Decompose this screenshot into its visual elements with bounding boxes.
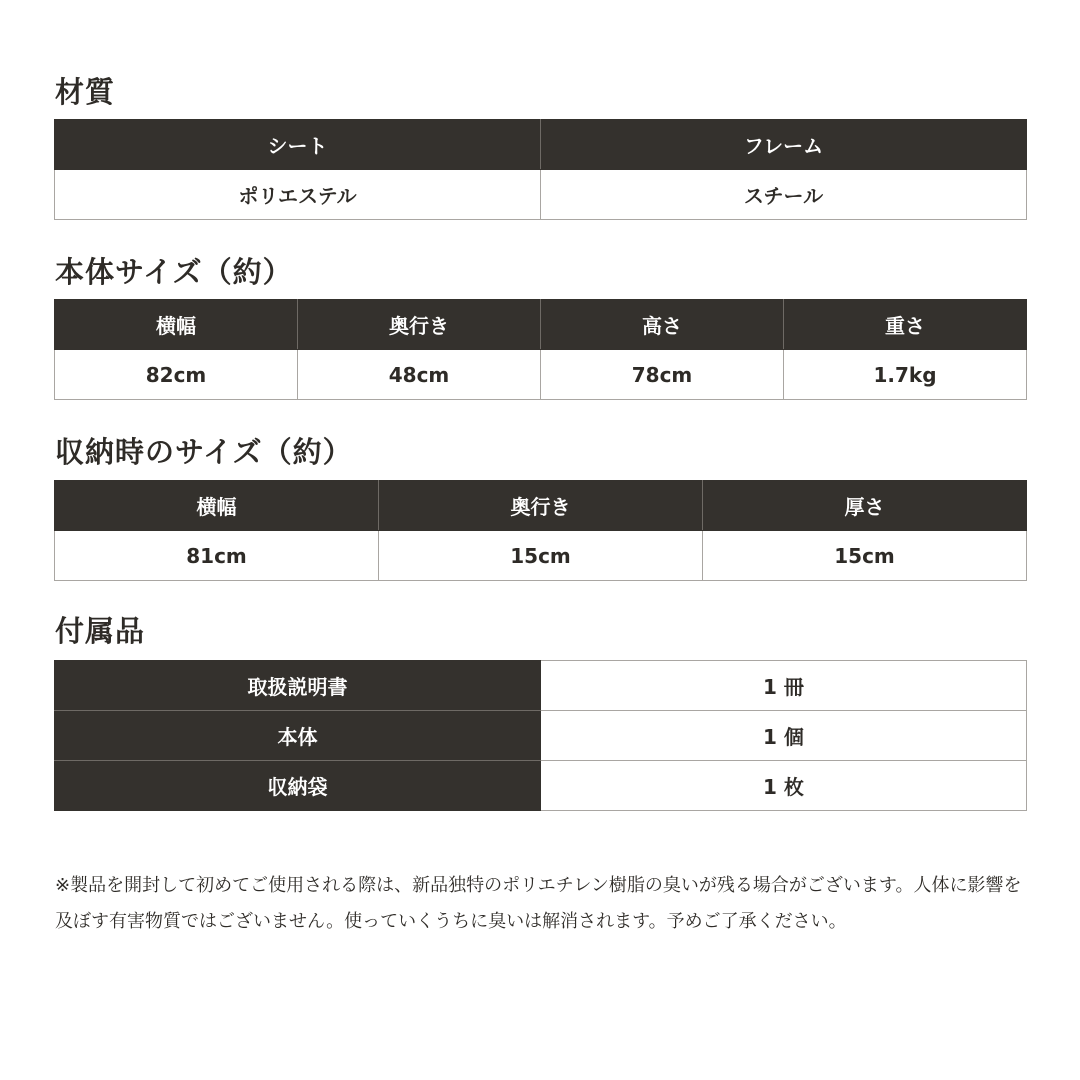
storage-size-header-depth: 奥行き bbox=[379, 481, 703, 531]
material-value-frame: スチール bbox=[541, 170, 1027, 220]
accessory-item-manual: 取扱説明書 bbox=[55, 661, 541, 711]
storage-size-header-width: 横幅 bbox=[55, 481, 379, 531]
body-size-header-height: 高さ bbox=[541, 300, 784, 350]
accessory-qty-bag: 1 枚 bbox=[541, 761, 1027, 811]
body-size-header-weight: 重さ bbox=[784, 300, 1027, 350]
accessory-qty-manual: 1 冊 bbox=[541, 661, 1027, 711]
material-table bbox=[54, 119, 1027, 220]
body-size-value-height: 78cm bbox=[541, 350, 784, 400]
storage-size-table bbox=[54, 480, 1027, 581]
accessory-item-bag: 収納袋 bbox=[55, 761, 541, 811]
material-value-seat: ポリエステル bbox=[55, 170, 541, 220]
storage-size-value-width: 81cm bbox=[55, 531, 379, 581]
body-size-value-depth: 48cm bbox=[298, 350, 541, 400]
storage-size-value-thickness: 15cm bbox=[703, 531, 1027, 581]
body-size-header-width: 横幅 bbox=[55, 300, 298, 350]
body-size-title: 本体サイズ（約） bbox=[55, 255, 293, 289]
body-size-table bbox=[54, 299, 1027, 400]
accessories-table bbox=[54, 660, 1027, 811]
table-row bbox=[55, 761, 1027, 811]
accessories-title: 付属品 bbox=[55, 614, 146, 648]
accessory-item-body: 本体 bbox=[55, 711, 541, 761]
storage-size-value-depth: 15cm bbox=[379, 531, 703, 581]
body-size-header-depth: 奥行き bbox=[298, 300, 541, 350]
odor-notice: ※製品を開封して初めてご使用される際は、新品独特のポリエチレン樹脂の臭いが残る場合がございます。人体に影響を及ぼす有害物質ではございません。使っていくうちに臭いは解消されます。予めご了承ください。 bbox=[55, 875, 1022, 932]
material-header-seat: シート bbox=[55, 120, 541, 170]
storage-size-title: 収納時のサイズ（約） bbox=[55, 435, 353, 469]
accessory-qty-body: 1 個 bbox=[541, 711, 1027, 761]
table-row bbox=[55, 661, 1027, 711]
table-row bbox=[55, 711, 1027, 761]
material-title: 材質 bbox=[55, 75, 116, 109]
body-size-value-width: 82cm bbox=[55, 350, 298, 400]
storage-size-header-thickness: 厚さ bbox=[703, 481, 1027, 531]
body-size-value-weight: 1.7kg bbox=[784, 350, 1027, 400]
material-header-frame: フレーム bbox=[541, 120, 1027, 170]
